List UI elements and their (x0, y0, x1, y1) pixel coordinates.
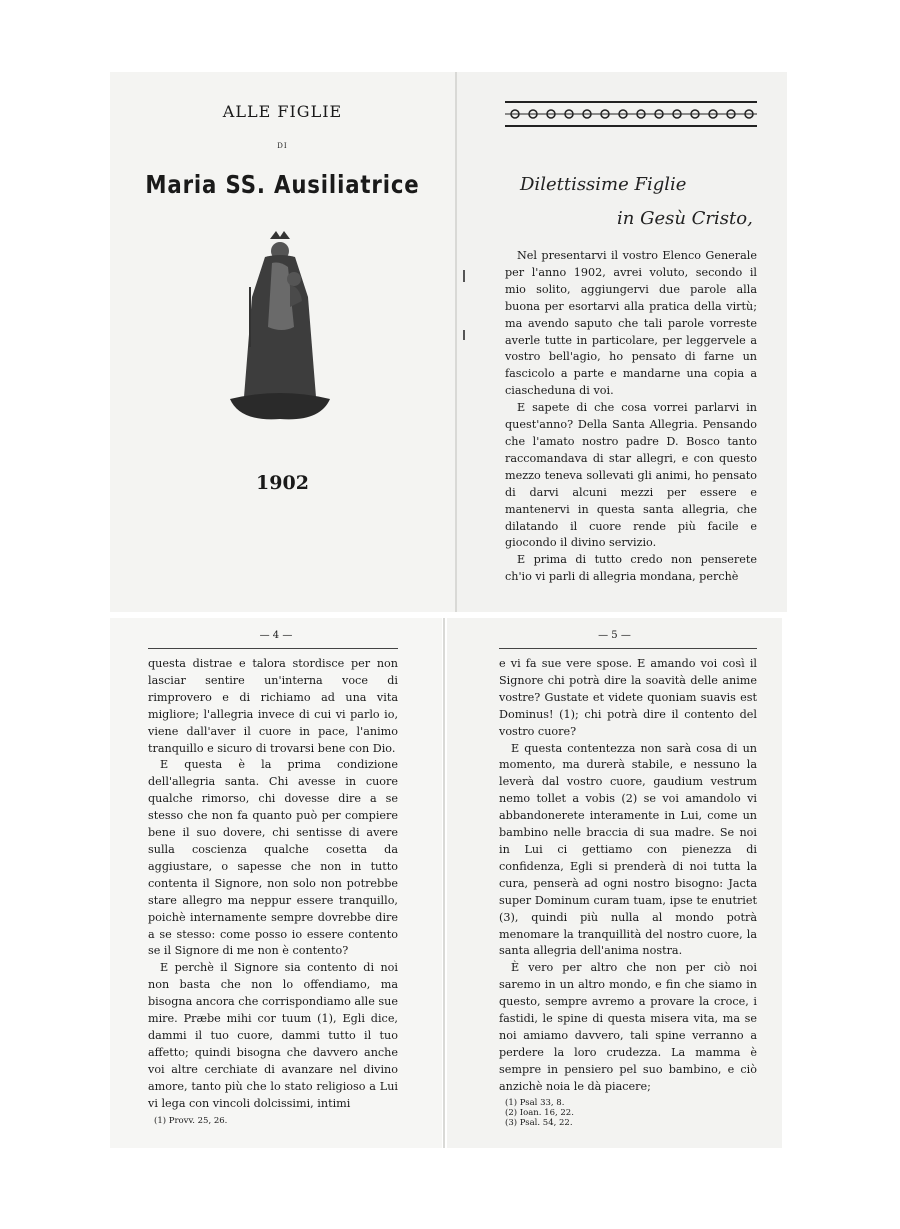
page-number: — 5 — (598, 630, 631, 641)
paragraph: E questa è la prima condizione dell'allegria santa. Chi avesse in cuore qualche rimorso, chi dovesse dire a se stesso che non fa quanto può per compiere bene il suo dovere, chi sentisse di avere sulla coscienza qualche cosetta da aggiustare, o sapesse che non in tutto contenta il Signore, non solo non potrebbe stare allegro ma neppur essere tranquillo, poichè internamente sempre dovrebbe dire a se stesso: come posso io essere contento se il Signore di me non è contento? (148, 758, 398, 958)
binding-mark (463, 330, 465, 340)
salutation-line-2: in Gesù Cristo, (617, 208, 753, 229)
paragraph: E prima di tutto credo non penserete ch'io vi parli di allegria mondana, perchè (505, 553, 757, 584)
paragraph: Nel presentarvi il vostro Elenco Generale per l'anno 1902, avrei voluto, secondo il mio solito, aggiungervi due parole alla buona per esortarvi alla pratica della virtù; ma avendo saputo che tali parole vorreste averle tutte in particolare, per leggervele a vostro bell'agio, ho pensato di farne un fascicolo a parte e mandarne una copia a ciascheduna di voi. (505, 249, 757, 398)
paragraph: E perchè il Signore sia contento di noi non basta che non lo offendiamo, ma bisogna ancora che corrispondiamo alle sue mire. Præbe mihi cor tuum (1), Egli dice, dammi il tuo cuore, dammi tutto il tuo affetto; quindi bisogna che davvero anche voi altre cerchiate di avanzare nel divino amore, tanto più che lo stato religioso a Lui vi lega con vincoli dolcissimi, intimi (148, 961, 398, 1110)
page-5 (447, 618, 782, 1148)
binding-mark (463, 270, 465, 282)
paragraph: e vi fa sue vere spose. E amando voi così il Signore chi potrà dire la soavità delle anime vostre? Gustate et videte quoniam suavis est Dominus! (1); chi potrà dire il contento del vostro cuore? (499, 657, 757, 738)
paragraph: E sapete di che cosa vorrei parlarvi in quest'anno? Della Santa Allegria. Pensando che l'amato nostro padre D. Bosco tanto raccomandava di star allegri, e con questo mezzo teneva sollevati gli animi, ho pensato di darvi alcuni mezzi per essere e mantenervi in questa santa allegria, che dilatando il cuore rende più facile e giocondo il divino servizio. (505, 401, 757, 550)
page-4-body (148, 656, 398, 1112)
header-rule (499, 648, 757, 649)
footnote: (1) Provv. 25, 26. (154, 1116, 228, 1126)
cover-year: 1902 (256, 472, 309, 494)
footnotes (505, 1098, 574, 1128)
cover-page (110, 72, 455, 612)
page-gutter (443, 618, 445, 1148)
page-3 (457, 72, 787, 612)
cover-title: Maria SS. Ausiliatrice (145, 170, 420, 199)
cover-line-2: DI (277, 142, 288, 150)
cover-line-1: ALLE FIGLIE (222, 102, 343, 121)
paragraph: E questa contentezza non sarà cosa di un momento, ma durerà stabile, e nessuno la leverà dal vostro cuore, gaudium vestrum nemo tollet a vobis (2) se voi amandolo vi abbandonerete interamente in Lui, come un bambino nelle braccia di sua madre. Se noi in Lui ci gettiamo con pienezza di confidenza, Egli si prenderà di noi tutta la cura, penserà ad ogni nostro bisogno: Jacta super Dominum curam tuam, ipse te enutriet (3), quindi più nulla al mondo potrà menomare la tranquillità del nostro cuore, la santa allegria dell'anima nostra. (499, 741, 757, 958)
paragraph: È vero per altro che non per ciò noi saremo in un altro mondo, e fin che siamo in questo, sempre avremo a provare la croce, i fastidi, le spine di questa misera vita, ma se noi amiamo davvero, tali spine verranno a perdere la loro crudezza. La mamma è sempre in pensiero pel suo bambino, e ciò anzichè noia le dà piacere; (499, 961, 757, 1093)
salutation-line-1: Dilettissime Figlie (520, 174, 687, 195)
madonna-statue-image (220, 227, 340, 422)
footnote: (3) Psal. 54, 22. (505, 1118, 573, 1128)
page-5-body (499, 656, 757, 1096)
page-4 (110, 618, 442, 1148)
footnote: (2) Ioan. 16, 22. (505, 1108, 574, 1118)
page-3-body (505, 248, 757, 586)
paragraph: questa distrae e talora stordisce per non lasciar sentire un'interna voce di rimprovero e di richiamo ad una vita migliore; l'allegria invece di cui vi parlo io, viene dall'aver il cuore in pace, l'animo tranquillo e sicuro di trovarsi bene con Dio. (148, 657, 398, 755)
decorative-border-ornament (505, 100, 757, 128)
header-rule (148, 648, 398, 649)
footnote: (1) Psal 33, 8. (505, 1098, 565, 1108)
page-number: — 4 — (259, 630, 293, 641)
